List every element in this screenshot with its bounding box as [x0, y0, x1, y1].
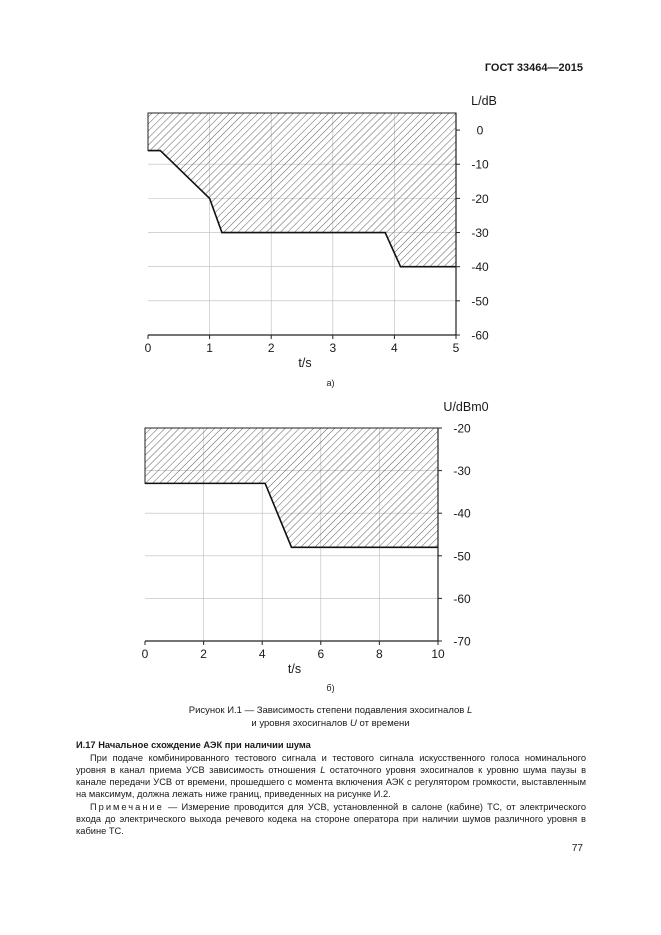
note-text: — Измерение проводится для УСВ, установленной в салоне (кабине) ТС, от электрического входа до электрического выхода речевого кодека на стороне оператора при наличии шумов различного уровня в кабине ТС. — [76, 802, 586, 836]
x-tick-label: 1 — [206, 341, 213, 355]
paragraph-text-2: остаточного уровня эхосигналов к уровню шума паузы в канале передачи УСВ от времени, прошедшего с момента включения АЭК с регулятором громкости, выставленным на максимум, должна лежать ниже границ, приведенных на рисунке И.2. — [76, 765, 587, 799]
y-tick-label: -20 — [453, 421, 471, 436]
y-tick-label: -40 — [471, 260, 489, 275]
section-heading: И.17 Начальное схождение АЭК при наличии шума — [76, 740, 311, 750]
y-tick-label: -50 — [471, 294, 489, 309]
note-label: Примечание — [90, 802, 164, 812]
x-tick-label: 8 — [376, 647, 383, 661]
x-tick-label: 0 — [141, 647, 149, 661]
x-tick-label: 0 — [144, 341, 152, 355]
x-tick-label: 4 — [391, 341, 398, 355]
y-axis-label: L/dB — [471, 94, 497, 108]
x-tick-label: 5 — [452, 341, 460, 355]
x-tick-label: 2 — [200, 647, 207, 661]
y-tick-label: -60 — [453, 591, 471, 606]
page-number: 77 — [571, 843, 583, 854]
document-code: ГОСТ 33464—2015 — [484, 62, 583, 74]
section-paragraph — [76, 752, 586, 800]
chart-b — [0, 395, 661, 695]
y-tick-label: -60 — [471, 328, 489, 343]
figure-title-var-l: L — [466, 705, 473, 716]
x-tick-label: 3 — [329, 341, 337, 355]
y-axis-label: U/dBm0 — [443, 400, 489, 414]
x-tick-label: 2 — [267, 341, 275, 355]
chart-a-caption: а) — [326, 378, 335, 388]
y-tick-label: -70 — [453, 634, 471, 649]
paragraph-var-l: L — [320, 765, 326, 775]
paragraph-text-1: При подаче комбинированного тестового сигнала и тестового сигнала искусственного голоса номинального уровня в канал приема УСВ зависимость отношения — [76, 753, 586, 775]
x-tick-label: 4 — [258, 647, 266, 661]
y-tick-label: -10 — [471, 157, 489, 172]
y-tick-label: 0 — [476, 123, 484, 138]
hatched-region — [148, 113, 456, 267]
y-tick-label: -30 — [453, 464, 471, 479]
y-tick-label: -20 — [471, 191, 489, 206]
chart-b-caption: б) — [326, 683, 335, 693]
x-axis-label: t/s — [287, 662, 302, 676]
figure-title-var-u: U — [350, 718, 357, 729]
y-tick-label: -30 — [471, 226, 489, 241]
figure-title-line2: и уровня эхосигналов — [251, 718, 350, 729]
figure-title — [0, 704, 661, 730]
x-tick-label: 6 — [317, 647, 325, 661]
figure-title-line2-end: от времени — [356, 718, 410, 729]
figure-title-line1: Рисунок И.1 — Зависимость степени подавления эхосигналов — [188, 705, 467, 716]
x-tick-label: 10 — [431, 647, 445, 661]
y-tick-label: -50 — [453, 549, 471, 564]
y-tick-label: -40 — [453, 506, 471, 521]
hatched-region — [145, 428, 438, 547]
chart-a — [0, 88, 661, 388]
x-axis-label: t/s — [298, 356, 312, 370]
note — [76, 801, 586, 837]
